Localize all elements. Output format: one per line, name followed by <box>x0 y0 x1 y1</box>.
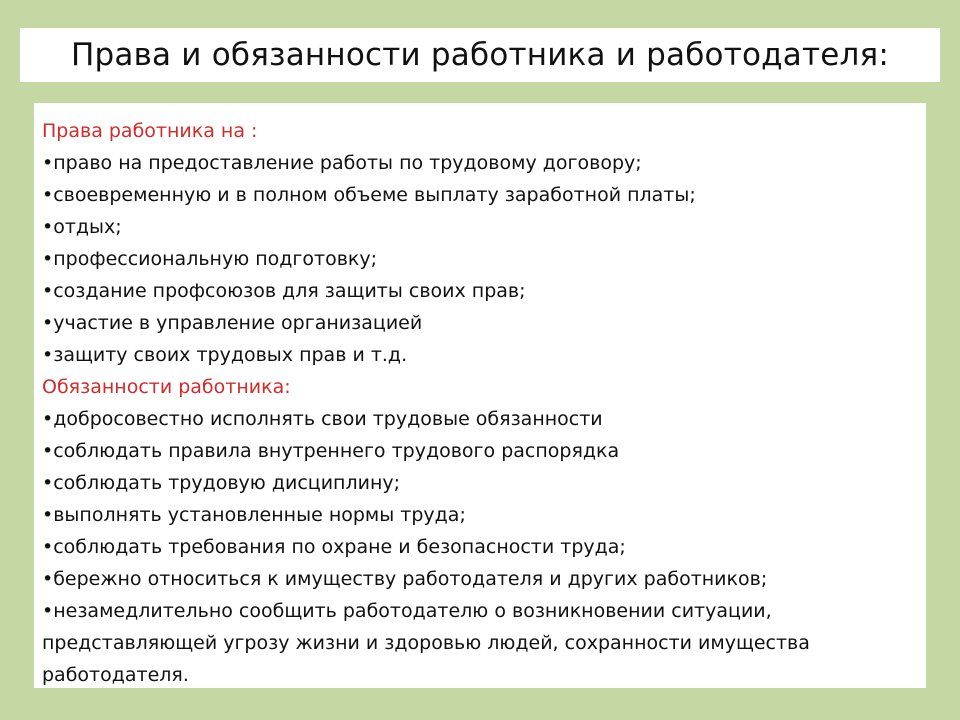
content-box <box>34 103 926 688</box>
list-item <box>42 595 922 627</box>
list-item <box>42 179 922 211</box>
duties-item-text: соблюдать правила внутреннего трудового распорядка <box>53 440 620 462</box>
duties-item-text: соблюдать трудовую дисциплину; <box>53 472 401 494</box>
bullet-icon: • <box>42 600 54 622</box>
rights-item-text: участие в управление организацией <box>53 312 423 334</box>
bullet-icon: • <box>42 280 54 302</box>
duties-item-text: бережно относиться к имуществу работодателя и других работников; <box>53 568 768 590</box>
list-item <box>42 467 922 499</box>
bullet-icon: • <box>42 216 54 238</box>
list-item <box>42 403 922 435</box>
rights-item-text: защиту своих трудовых прав и т.д. <box>53 344 408 366</box>
bullet-icon: • <box>42 408 54 430</box>
list-item <box>42 275 922 307</box>
duties-item-text: соблюдать требования по охране и безопасности труда; <box>53 536 626 558</box>
rights-item-text: право на предоставление работы по трудовому договору; <box>53 152 642 174</box>
list-item <box>42 243 922 275</box>
duties-heading: Обязанности работника: <box>42 376 291 398</box>
bullet-icon: • <box>42 248 54 270</box>
bullet-icon: • <box>42 440 54 462</box>
duties-item-continuation: работодателя. <box>42 664 189 686</box>
duties-item-continuation: представляющей угрозу жизни и здоровью людей, сохранности имущества <box>42 632 810 654</box>
list-item <box>42 435 922 467</box>
list-item <box>42 563 922 595</box>
content-list <box>42 115 922 691</box>
page-title: Права и обязанности работника и работодателя: <box>71 37 889 73</box>
title-box <box>20 28 940 82</box>
rights-heading: Права работника на : <box>42 120 258 142</box>
bullet-icon: • <box>42 184 54 206</box>
duties-item-text: незамедлительно сообщить работодателю о возникновении ситуации, <box>53 600 772 622</box>
list-item <box>42 307 922 339</box>
list-item <box>42 339 922 371</box>
rights-item-text: профессиональную подготовку; <box>53 248 378 270</box>
bullet-icon: • <box>42 152 54 174</box>
rights-item-text: своевременную и в полном объеме выплату заработной платы; <box>53 184 696 206</box>
bullet-icon: • <box>42 472 54 494</box>
bullet-icon: • <box>42 344 54 366</box>
bullet-icon: • <box>42 536 54 558</box>
duties-item-text: выполнять установленные нормы труда; <box>53 504 466 526</box>
list-item <box>42 211 922 243</box>
duties-item-text: добросовестно исполнять свои трудовые обязанности <box>53 408 603 430</box>
rights-item-text: создание профсоюзов для защиты своих прав; <box>53 280 526 302</box>
list-item <box>42 499 922 531</box>
bullet-icon: • <box>42 312 54 334</box>
bullet-icon: • <box>42 504 54 526</box>
rights-item-text: отдых; <box>53 216 122 238</box>
bullet-icon: • <box>42 568 54 590</box>
list-item <box>42 531 922 563</box>
list-item <box>42 147 922 179</box>
